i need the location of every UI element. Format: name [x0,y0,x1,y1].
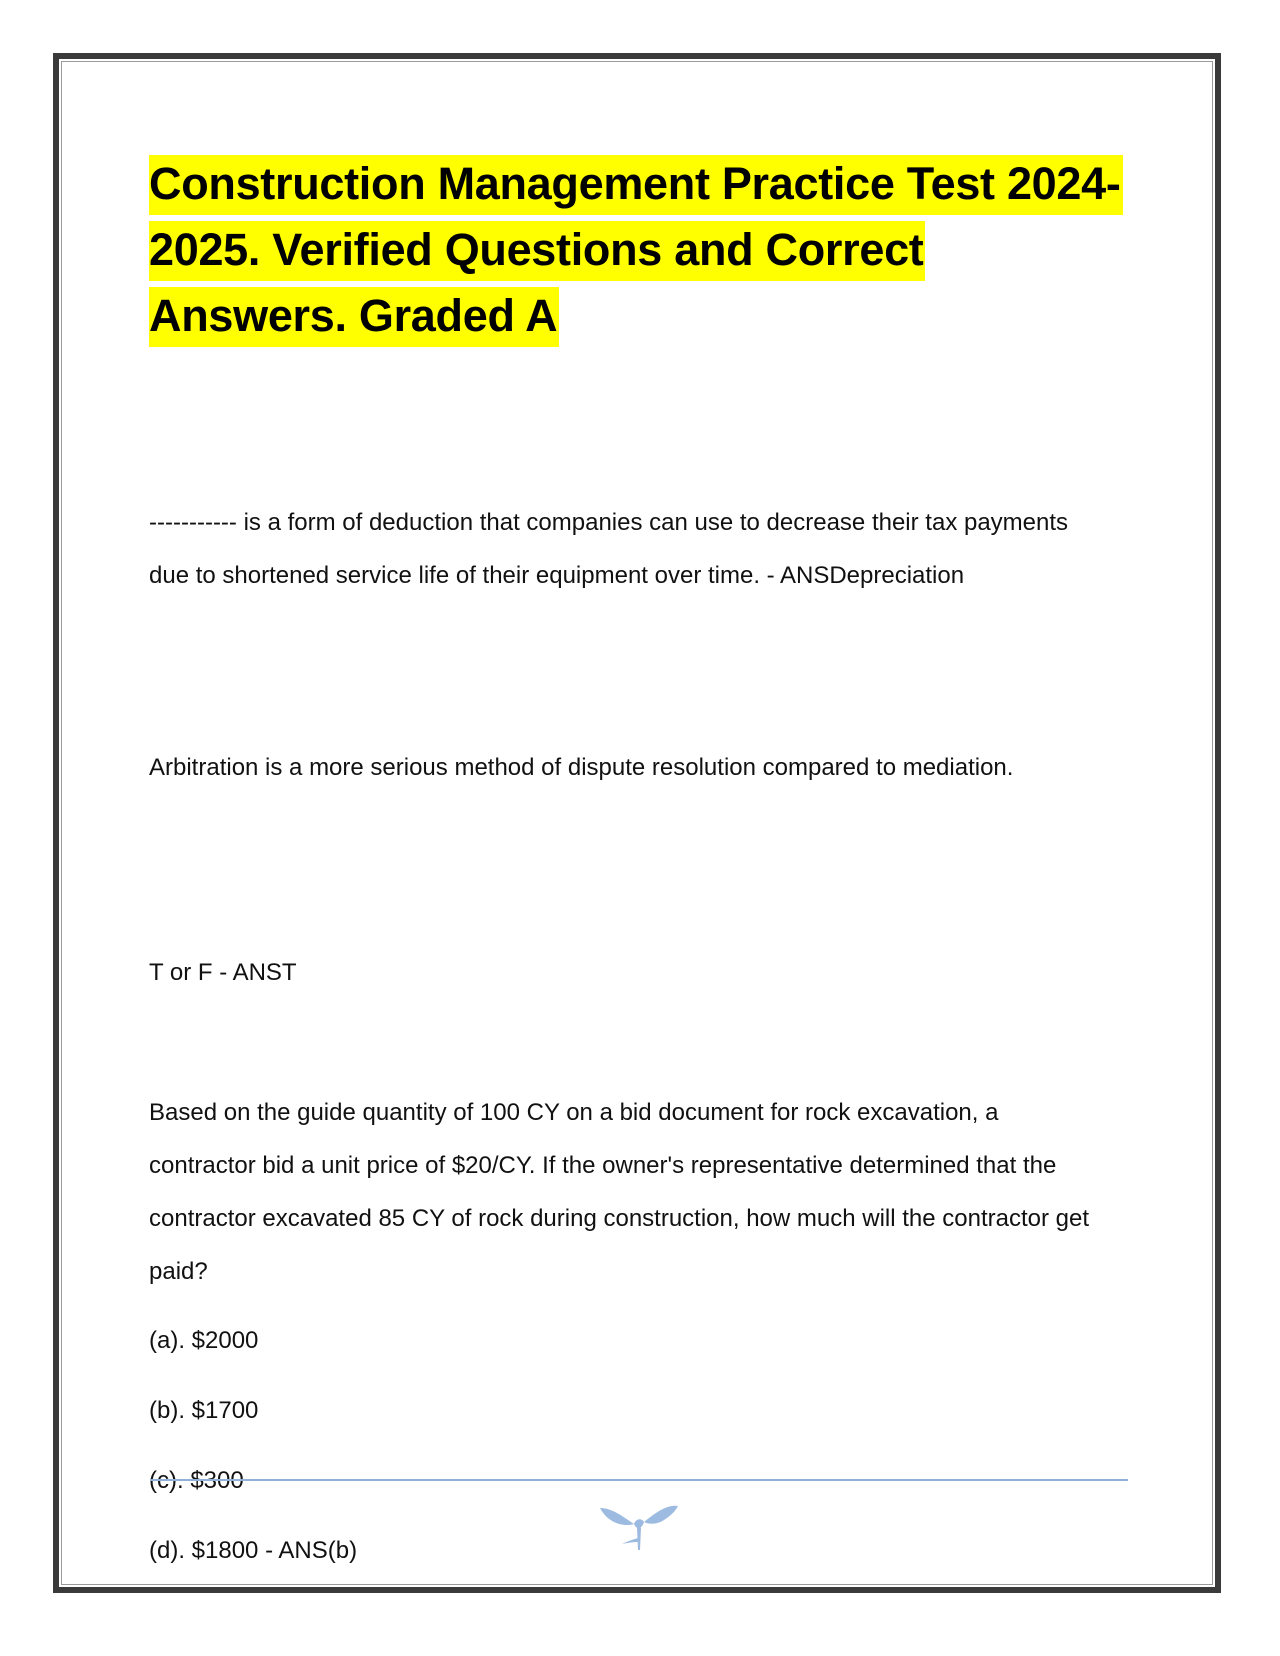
question-2: Arbitration is a more serious method of dispute resolution compared to mediation. [149,754,1014,781]
bird-logo-icon [598,1498,680,1552]
question-3: Based on the guide quantity of 100 CY on a bid document for rock excavation, a contractor bid a unit price of $20/CY. If the owner's representative determined that the contractor excavated 85 CY of rock during construction, how much will the contractor get paid? [149,1099,1090,1285]
document-body [149,151,1129,1564]
document-title [149,151,1129,349]
page-frame [53,53,1221,1593]
footer-divider [150,1479,1128,1481]
question-1: ----------- is a form of deduction that companies can use to decrease their tax payments due to shortened service life of their equipment over time. - ANSDepreciation [149,509,1069,589]
option-b: (b). $1700 [149,1397,259,1424]
option-d-with-answer: (d). $1800 - ANS(b) [149,1537,358,1564]
question-2-answer: T or F - ANST [149,959,297,986]
option-c: (c). $300 [149,1467,244,1494]
title-highlight: Construction Management Practice Test 2024-2025. Verified Questions and Correct Answers. Graded A [149,155,1123,347]
option-a: (a). $2000 [149,1327,259,1354]
